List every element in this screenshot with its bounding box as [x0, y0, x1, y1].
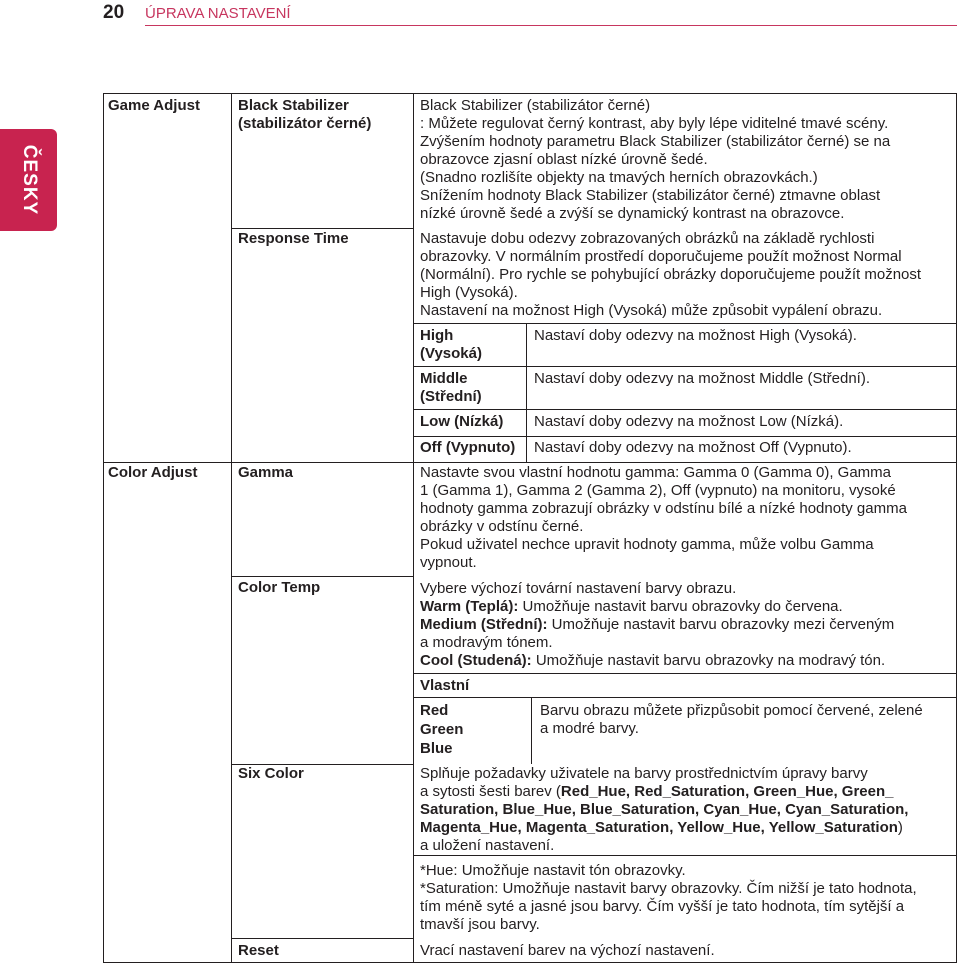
description-line: vypnout.: [420, 554, 477, 571]
description-line: obrazovce zjasní oblast nízké úrovně šedé.: [420, 151, 708, 168]
description-line: : Můžete regulovat černý kontrast, aby byly lépe viditelné tmavé scény.: [420, 115, 889, 132]
setting-black-stabilizer: Black Stabilizer: [238, 97, 349, 114]
header-rule: [145, 25, 957, 26]
note-line: tím méně syté a jasné jsou barvy. Čím vyšší je tato hodnota, tím sytější a: [420, 898, 905, 915]
description-line: obrazovky. V normálním prostředí doporučujeme použít možnost Normal: [420, 248, 902, 265]
option-high-label: High: [420, 327, 454, 344]
medium-label: Medium (Střední):: [420, 616, 548, 633]
description-line: High (Vysoká).: [420, 284, 518, 301]
text-run: Red_Hue, Red_Saturation, Green_Hue, Green_: [560, 783, 894, 800]
cool-desc: Umožňuje nastavit barvu obrazovky na modravý tón.: [531, 652, 886, 669]
description-line: Vybere výchozí tovární nastavení barvy obrazu.: [420, 580, 737, 597]
description-line: Snížením hodnoty Black Stabilizer (stabilizátor černé) ztmavne oblast: [420, 187, 881, 204]
custom-label: Vlastní: [420, 677, 470, 694]
note-line: *Saturation: Umožňuje nastavit barvy obrazovky. Čím nižší je tato hodnota,: [420, 880, 917, 897]
description-line: Nastavuje dobu odezvy zobrazovaných obrázků na základě rychlosti: [420, 230, 875, 247]
medium-desc: Umožňuje nastavit barvu obrazovky mezi červeným: [547, 616, 895, 633]
color-temp-warm: [420, 598, 843, 616]
channels-desc: Barvu obrazu můžete přizpůsobit pomocí červené, zelené: [540, 702, 923, 719]
category-game-adjust: Game Adjust: [108, 97, 200, 114]
category-color-adjust: Color Adjust: [108, 464, 198, 481]
description-line: Pokud uživatel nechce upravit hodnoty gamma, může volbu Gamma: [420, 536, 874, 553]
text-run: a sytosti šesti barev (: [420, 783, 561, 800]
page-number: 20: [103, 2, 125, 23]
description-line: Nastavte svou vlastní hodnotu gamma: Gamma 0 (Gamma 0), Gamma: [420, 464, 892, 481]
description-line: Zvýšením hodnoty parametru Black Stabilizer (stabilizátor černé) se na: [420, 133, 891, 150]
row-divider: [103, 462, 957, 463]
language-tab: [0, 129, 57, 231]
subtable-divider: [526, 323, 527, 462]
option-low-desc: Nastaví doby odezvy na možnost Low (Nízká).: [534, 413, 844, 430]
setting-color-temp: Color Temp: [238, 579, 321, 596]
description-line: Black Stabilizer (stabilizátor černé): [420, 97, 651, 114]
option-high-label: (Vysoká): [420, 345, 482, 362]
subtable-border: [413, 855, 957, 856]
option-high-desc: Nastaví doby odezvy na možnost High (Vysoká).: [534, 327, 857, 344]
option-middle-label: Middle: [420, 370, 468, 387]
description-line: [420, 819, 903, 837]
description-line: nízké úrovně šedé a zvýší se dynamický kontrast na obrazovce.: [420, 205, 845, 222]
subtable-border: [413, 436, 957, 437]
column-divider: [413, 93, 414, 963]
description-line: (Normální). Pro rychle se pohybující obrázky doporučujeme použít možnost: [420, 266, 922, 283]
row-divider: [231, 576, 413, 577]
channels-desc: a modré barvy.: [540, 720, 639, 737]
note-line: tmavší jsou barvy.: [420, 916, 540, 933]
description-line: Saturation, Blue_Hue, Blue_Saturation, Cyan_Hue, Cyan_Saturation,: [420, 801, 909, 818]
option-off-label: Off (Vypnuto): [420, 439, 516, 456]
setting-reset: Reset: [238, 942, 279, 959]
setting-response-time: Response Time: [238, 230, 349, 247]
color-temp-medium: [420, 616, 894, 634]
setting-gamma: Gamma: [238, 464, 294, 481]
option-low-label: Low (Nízká): [420, 413, 504, 430]
subtable-border: [413, 673, 957, 674]
language-tab-label: ČESKY: [18, 144, 40, 216]
subtable-border: [413, 366, 957, 367]
description-line: Splňuje požadavky uživatele na barvy prostřednictvím úpravy barvy: [420, 765, 868, 782]
setting-black-stabilizer: (stabilizátor černé): [238, 115, 372, 132]
subtable-border: [413, 409, 957, 410]
setting-six-color: Six Color: [238, 765, 304, 782]
description-line: Vrací nastavení barev na výchozí nastavení.: [420, 942, 715, 959]
description-line: [420, 783, 894, 801]
cool-label: Cool (Studená):: [420, 652, 532, 669]
subtable-border: [413, 697, 957, 698]
text-run: Magenta_Hue, Magenta_Saturation, Yellow_Hue, Yellow_Saturation: [420, 819, 898, 836]
description-line: a modravým tónem.: [420, 634, 553, 651]
description-line: a uložení nastavení.: [420, 837, 555, 854]
description-line: 1 (Gamma 1), Gamma 2 (Gamma 2), Off (vypnuto) na monitoru, vysoké: [420, 482, 896, 499]
channel-blue: Blue: [420, 740, 453, 757]
subtable-divider: [531, 697, 532, 764]
text-run: ): [897, 819, 903, 836]
option-off-desc: Nastaví doby odezvy na možnost Off (Vypnuto).: [534, 439, 852, 456]
color-temp-cool: [420, 652, 885, 670]
subtable-border: [413, 323, 957, 324]
row-divider: [231, 228, 413, 229]
option-middle-label: (Střední): [420, 388, 482, 405]
description-line: Nastavení na možnost High (Vysoká) může způsobit vypálení obrazu.: [420, 302, 883, 319]
column-divider: [231, 93, 232, 963]
channel-green: Green: [420, 721, 464, 738]
description-line: hodnoty gamma zobrazují obrázky v odstínu bílé a nízké hodnoty gamma: [420, 500, 907, 517]
section-title: ÚPRAVA NASTAVENÍ: [145, 5, 291, 22]
option-middle-desc: Nastaví doby odezvy na možnost Middle (Střední).: [534, 370, 870, 387]
warm-desc: Umožňuje nastavit barvu obrazovky do červena.: [518, 598, 843, 615]
row-divider: [231, 938, 413, 939]
description-line: (Snadno rozlišíte objekty na tmavých herních obrazovkách.): [420, 169, 818, 186]
warm-label: Warm (Teplá):: [420, 598, 519, 615]
note-line: *Hue: Umožňuje nastavit tón obrazovky.: [420, 862, 686, 879]
channel-red: Red: [420, 702, 449, 719]
description-line: obrázky v odstínu černé.: [420, 518, 584, 535]
